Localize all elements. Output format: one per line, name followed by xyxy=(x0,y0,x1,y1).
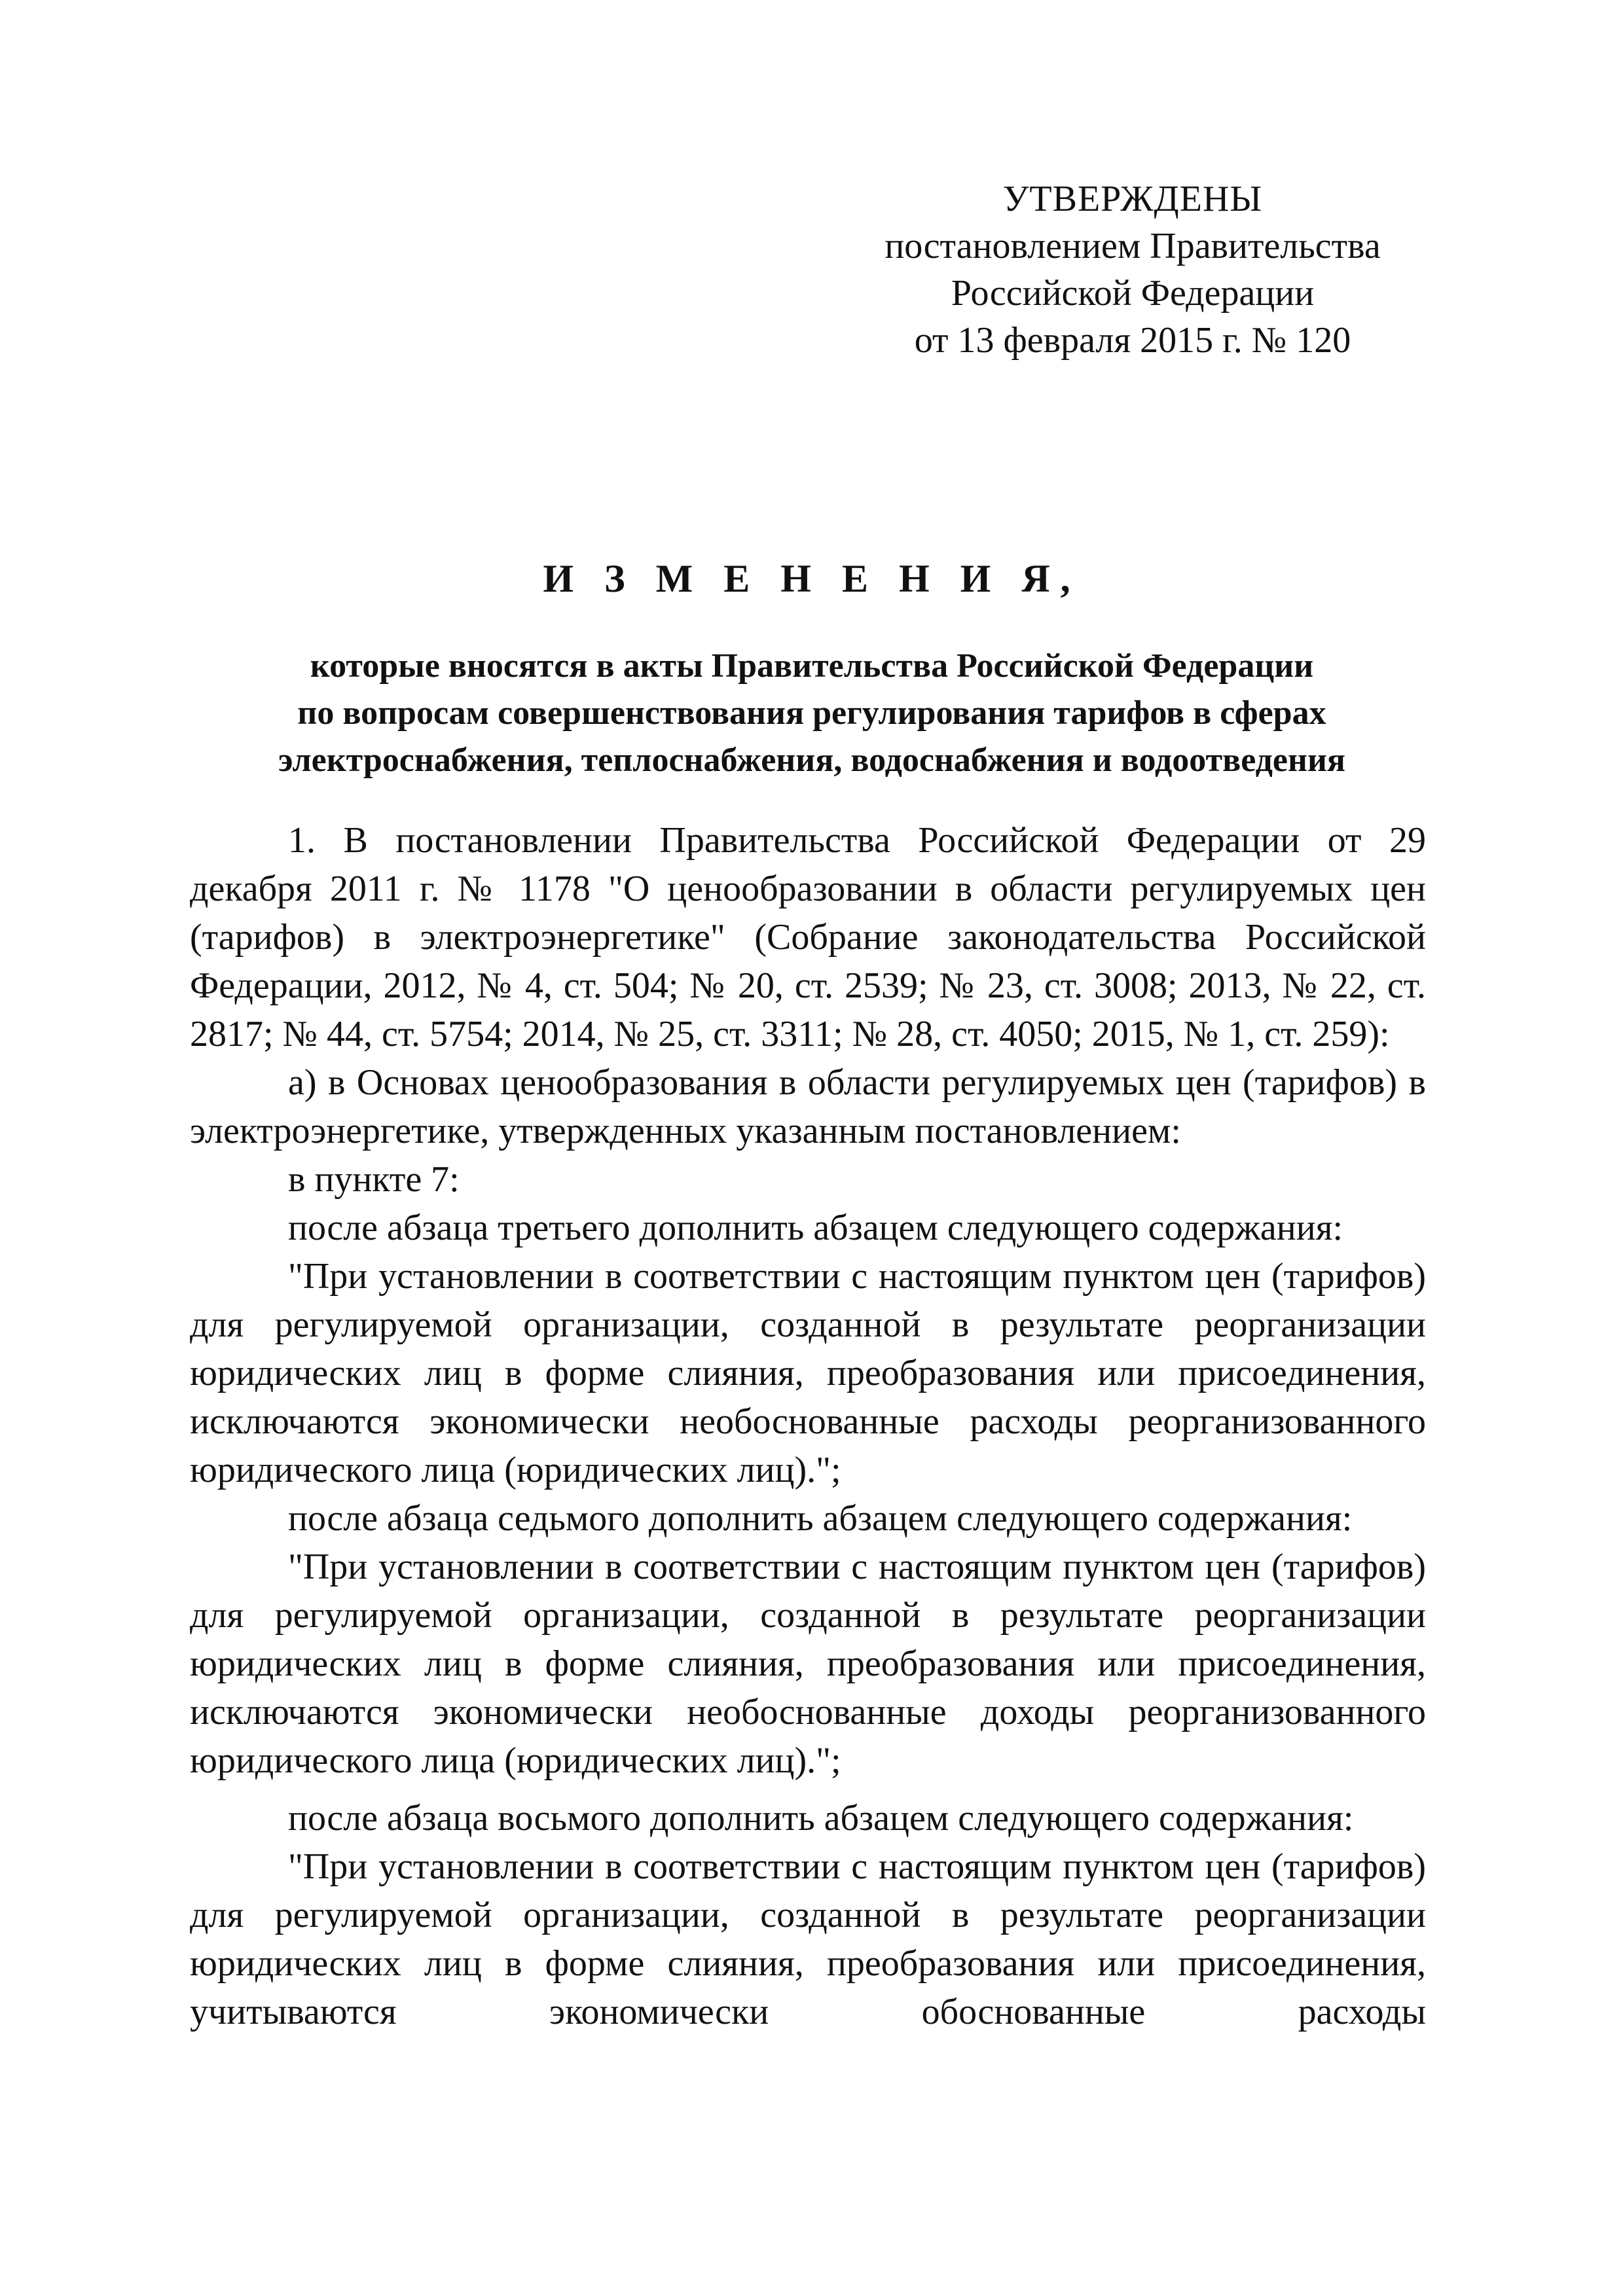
document-subtitle-line: электроснабжения, теплоснабжения, водоснабжения и водоотведения xyxy=(278,742,1346,779)
paragraph: после абзаца восьмого дополнить абзацем следующего содержания: xyxy=(288,1798,1354,1839)
paragraph: "При установлении в соответствии с настоящим пунктом цен (тарифов) для регулируемой организации, созданной в результате реорганизации юридических лиц в форме слияния, преобразования или присоединения, учитываются экономически обоснованные расходы xyxy=(190,1846,1426,2032)
paragraph: 1. В постановлении Правительства Российской Федерации от 29 декабря 2011 г. № 1178 "О ценообразовании в области регулируемых цен (тарифов) в электроэнергетике" (Собрание законодательства Российской Федерации, 2012, № 4, ст. 504; № 20, ст. 2539; № 23, ст. 3008; 2013, № 22, ст. 2817; № 44, ст. 5754; 2014, № 25, ст. 3311; № 28, ст. 4050; 2015, № 1, ст. 259): xyxy=(190,820,1426,1054)
approval-word: УТВЕРЖДЕНЫ xyxy=(1002,179,1263,219)
paragraph: "При установлении в соответствии с настоящим пунктом цен (тарифов) для регулируемой организации, созданной в результате реорганизации юридических лиц в форме слияния, преобразования или присоединения, исключаются экономически необоснованные доходы реорганизованного юридического лица (юридических лиц)."; xyxy=(190,1547,1426,1781)
approval-block xyxy=(805,175,1460,364)
approval-line: постановлением Правительства xyxy=(884,226,1381,266)
paragraph: а) в Основах ценообразования в области регулируемых цен (тарифов) в электроэнергетике, утвержденных указанным постановлением: xyxy=(190,1062,1426,1151)
document-title: И З М Е Н Е Н И Я, xyxy=(543,557,1081,600)
approval-line: от 13 февраля 2015 г. № 120 xyxy=(914,320,1351,361)
approval-line: Российской Федерации xyxy=(951,273,1315,314)
document-body xyxy=(190,816,1426,2036)
document-subtitle-line: по вопросам совершенствования регулирования тарифов в сферах xyxy=(297,694,1326,732)
paragraph: в пункте 7: xyxy=(288,1159,460,1200)
paragraph: после абзаца седьмого дополнить абзацем следующего содержания: xyxy=(288,1498,1353,1539)
document-subtitle-line: которые вносятся в акты Правительства Российской Федерации xyxy=(310,647,1314,685)
paragraph: после абзаца третьего дополнить абзацем следующего содержания: xyxy=(288,1208,1343,1248)
paragraph: "При установлении в соответствии с настоящим пунктом цен (тарифов) для регулируемой организации, созданной в результате реорганизации юридических лиц в форме слияния, преобразования или присоединения, исключаются экономически необоснованные расходы реорганизованного юридического лица (юридических лиц)."; xyxy=(190,1256,1426,1490)
document-heading xyxy=(157,552,1467,784)
